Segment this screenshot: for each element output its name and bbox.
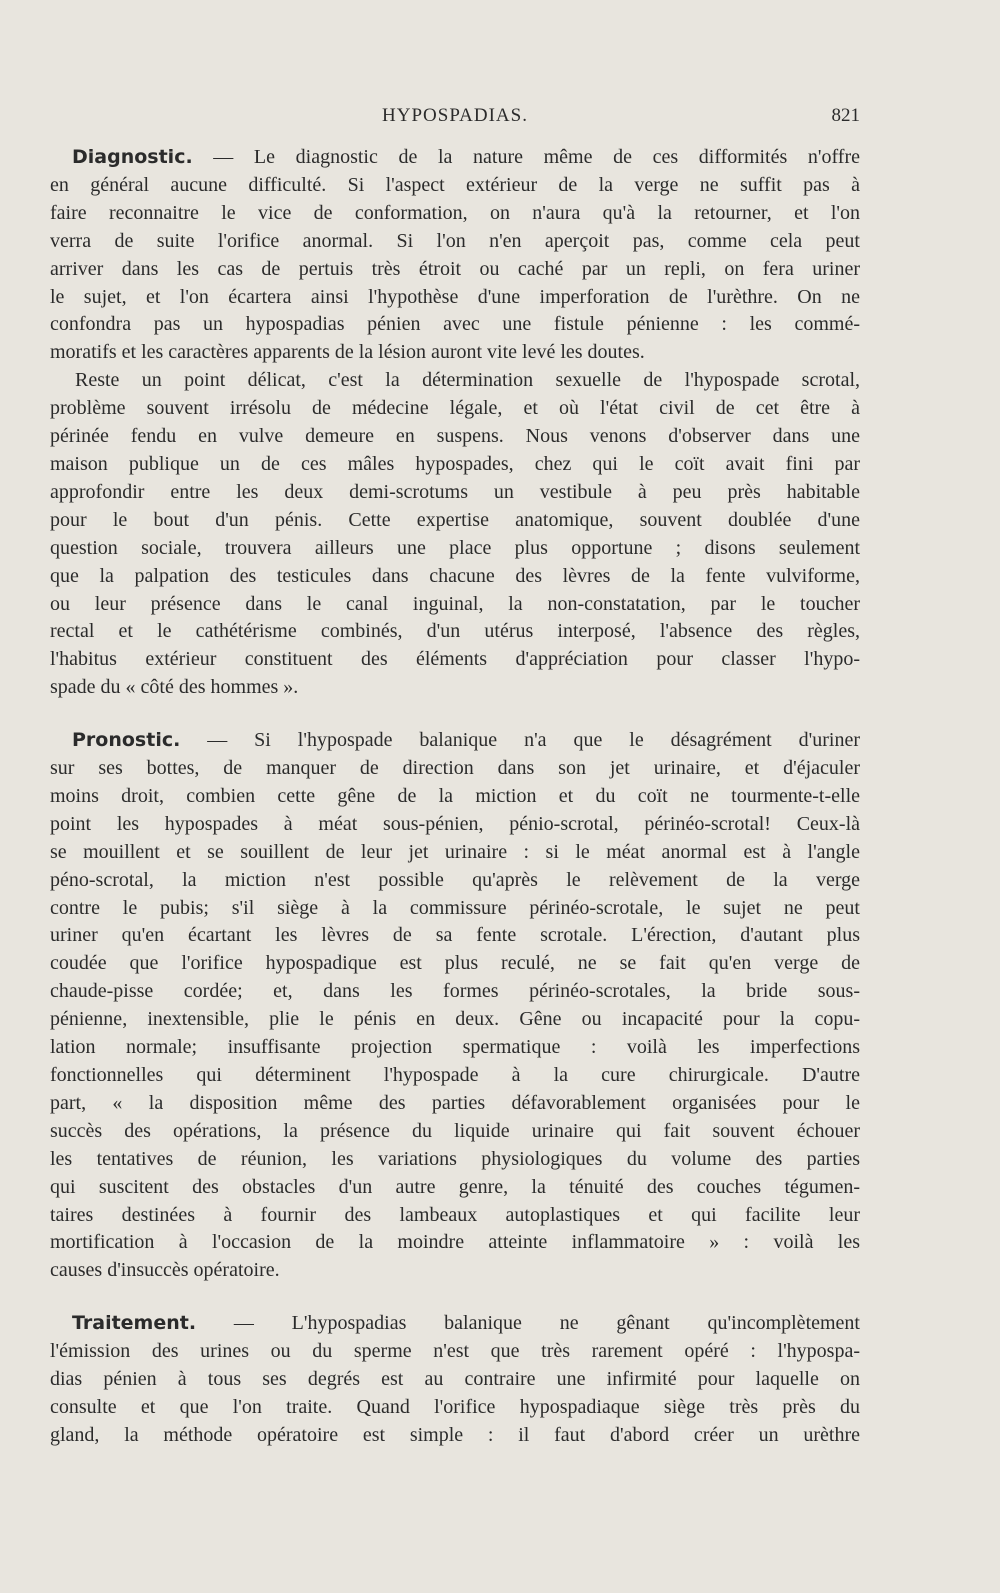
paragraph-line: rectal et le cathétérisme combinés, d'un utérus interposé, l'absence des règles, [50,620,860,643]
paragraph-line: Diagnostic. — Le diagnostic de la nature même de ces difformités n'offre [72,146,860,168]
paragraph-line: confondra pas un hypospadias pénien avec une fistule pénienne : les commé- [50,313,860,336]
paragraph-line: le sujet, et l'on écartera ainsi l'hypothèse d'une imperforation de l'urèthre. On ne [50,285,860,308]
paragraph-line: moins droit, combien cette gêne de la miction et du coït ne tourmente-t-elle [50,784,860,807]
paragraph-line: contre le pubis; s'il siège à la commissure périnéo-scrotale, le sujet ne peut [50,896,860,919]
paragraph-line: succès des opérations, la présence du liquide urinaire qui fait souvent échouer [50,1119,860,1142]
section-pronostic [50,727,860,1285]
paragraph-line: mortification à l'occasion de la moindre atteinte inflammatoire » : voilà les [50,1231,860,1254]
paragraph-line: moratifs et les caractères apparents de la lésion auront vite levé les doutes. [50,341,645,364]
paragraph-line: problème souvent irrésolu de médecine légale, et où l'état civil de cet être à [50,397,860,420]
section-heading: Diagnostic. [72,146,193,168]
body-text [50,144,860,1450]
paragraph-line: fonctionnelles qui déterminent l'hypospade à la cure chirurgicale. D'autre [50,1064,860,1086]
paragraph-line: dias pénien à tous ses degrés est au contraire une infirmité pour laquelle on [50,1368,860,1391]
section-spacer [50,702,860,727]
paragraph-line: uriner qu'en écartant les lèvres de sa fente scrotale. L'érection, d'autant plus [50,924,860,947]
section-traitement [50,1310,860,1450]
paragraph-line: qui suscitent des obstacles d'un autre genre, la ténuité des couches tégumen- [50,1175,860,1198]
paragraph-line: gland, la méthode opératoire est simple : il faut d'abord créer un urèthre [50,1423,860,1446]
paragraph-line: consulte et que l'on traite. Quand l'orifice hypospadiaque siège très près du [50,1395,860,1418]
paragraph-line: part, « la disposition même des parties défavorablement organisées pour le [50,1091,860,1114]
paragraph-line: point les hypospades à méat sous-pénien, pénio-scrotal, périnéo-scrotal! Ceux-là [50,812,860,835]
paragraph-line: périnée fendu en vulve demeure en suspens. Nous venons d'observer dans une [50,425,860,448]
paragraph-line: arriver dans les cas de pertuis très étroit ou caché par un repli, on fera uriner [50,257,860,280]
paragraph-line: que la palpation des testicules dans chacune des lèvres de la fente vulviforme, [50,564,860,587]
section-spacer [50,1285,860,1310]
section-heading: Traitement. [72,1312,197,1335]
paragraph-line: pénienne, inextensible, plie le pénis en deux. Gêne ou incapacité pour la copu- [50,1008,860,1031]
paragraph-line: taires destinées à fournir des lambeaux autoplastiques et qui facilite leur [50,1203,860,1226]
paragraph-line: Pronostic. — Si l'hypospade balanique n'a que le désagrément d'uriner [72,729,860,752]
paragraph-line: lation normale; insuffisante projection spermatique : voilà les imperfections [50,1036,860,1059]
paragraph-line: se mouillent et se souillent de leur jet urinaire : si le méat anormal est à l'angle [50,840,860,863]
paragraph-line: maison publique un de ces mâles hypospades, chez qui le coït avait fini par [50,452,860,475]
running-head [50,105,860,133]
paragraph-line: coudée que l'orifice hypospadique est plus reculé, ne se fait qu'en verge de [50,952,860,975]
paragraph-line: les tentatives de réunion, les variations physiologiques du volume des parties [50,1147,860,1170]
paragraph-line: chaude-pisse cordée; et, dans les formes périnéo-scrotales, la bride sous- [50,980,860,1003]
paragraph-line: Reste un point délicat, c'est la détermination sexuelle de l'hypospade scrotal, [75,369,860,392]
paragraph-line: ou leur présence dans le canal inguinal, la non-constatation, par le toucher [50,592,860,615]
paragraph-line: pour le bout d'un pénis. Cette expertise anatomique, souvent doublée d'une [50,508,860,531]
paragraph-line: causes d'insuccès opératoire. [50,1259,280,1282]
page-number: 821 [831,105,860,126]
running-title: HYPOSPADIAS. [382,105,528,126]
section-diagnostic [50,144,860,702]
paragraph-line: l'émission des urines ou du sperme n'est que très rarement opéré : l'hypospa- [50,1340,860,1363]
paragraph-line: verra de suite l'orifice anormal. Si l'on n'en aperçoit pas, comme cela peut [50,229,860,252]
paragraph-line: péno-scrotal, la miction n'est possible qu'après le relèvement de la verge [50,868,860,891]
paragraph-line: approfondir entre les deux demi-scrotums un vestibule à peu près habitable [50,480,860,503]
paragraph-line: spade du « côté des hommes ». [50,676,299,699]
paragraph-line: sur ses bottes, de manquer de direction dans son jet urinaire, et d'éjaculer [50,757,860,780]
paragraph-line: faire reconnaitre le vice de conformation, on n'aura qu'à la retourner, et l'on [50,201,860,224]
section-heading: Pronostic. [72,729,181,752]
paragraph-line: l'habitus extérieur constituent des éléments d'appréciation pour classer l'hypo- [50,648,860,671]
paragraph-line: Traitement. — L'hypospadias balanique ne gênant qu'incomplètement [72,1312,860,1335]
paragraph-line: en général aucune difficulté. Si l'aspect extérieur de la verge ne suffit pas à [50,173,860,196]
paragraph-line: question sociale, trouvera ailleurs une place plus opportune ; disons seulement [50,536,860,559]
